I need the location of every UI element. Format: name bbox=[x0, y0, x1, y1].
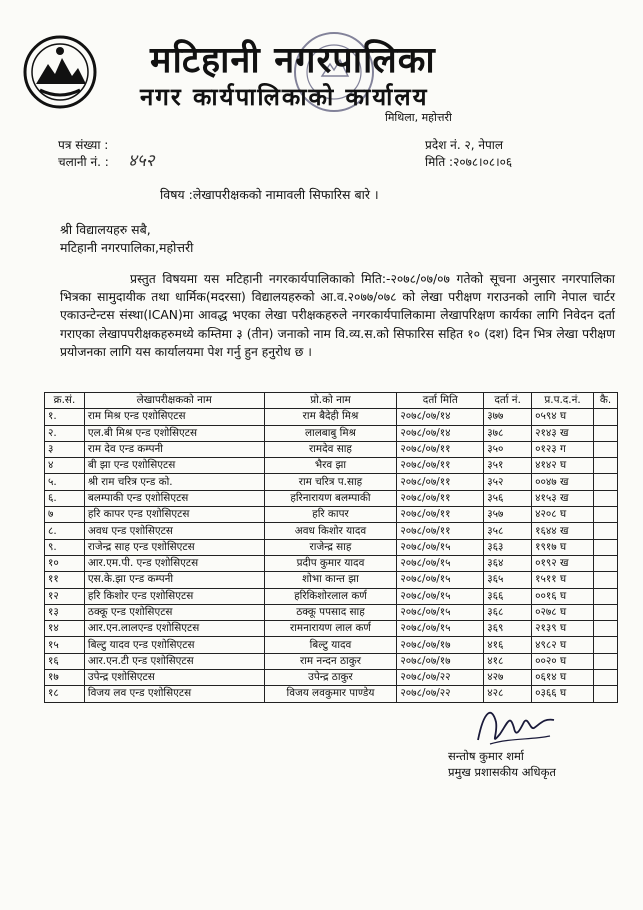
cell-cop-no: ००२० घ bbox=[532, 653, 594, 669]
cell-reg-no: ४२७ bbox=[484, 670, 532, 686]
addressee-line-1: श्री विद्यालयहरु सबै, bbox=[60, 222, 151, 237]
cell-remarks bbox=[593, 604, 617, 620]
cell-sn: १० bbox=[45, 555, 85, 571]
cell-sn: १२ bbox=[45, 588, 85, 604]
cell-reg-no: ३६४ bbox=[484, 555, 532, 571]
cell-remarks bbox=[593, 686, 617, 702]
cell-remarks bbox=[593, 555, 617, 571]
cell-reg-no: ३६३ bbox=[484, 539, 532, 555]
cell-proprietor-name: बिल्टु यादव bbox=[264, 637, 397, 653]
cell-reg-date: २०७८/०७/१५ bbox=[397, 588, 484, 604]
signatory-name: सन्तोष कुमार शर्मा bbox=[448, 749, 524, 763]
office-location: मिथिला, महोत्तरी bbox=[385, 111, 452, 124]
cell-auditor-name: अवध एन्ड एशोसिएटस bbox=[84, 523, 264, 539]
cell-sn: १६ bbox=[45, 653, 85, 669]
cell-proprietor-name: हरिनारायण बलम्पाकी bbox=[264, 490, 397, 506]
cell-proprietor-name: राम बैदेही मिश्र bbox=[264, 409, 397, 425]
header-proprietor-name: प्रो.को नाम bbox=[264, 393, 397, 409]
cell-proprietor-name: रामनारायण लाल कर्ण bbox=[264, 621, 397, 637]
cell-proprietor-name: विजय लवकुमार पाण्डेय bbox=[264, 686, 397, 702]
cell-remarks bbox=[593, 490, 617, 506]
cell-reg-no: ३५८ bbox=[484, 523, 532, 539]
org-name: मटिहानी नगरपालिका bbox=[150, 40, 436, 81]
cell-proprietor-name: उपेन्द्र ठाकुर bbox=[264, 670, 397, 686]
cell-reg-date: २०७८/०७/११ bbox=[397, 507, 484, 523]
cell-sn: १५ bbox=[45, 637, 85, 653]
cell-remarks bbox=[593, 507, 617, 523]
cell-cop-no: ०१९२ ख bbox=[532, 555, 594, 571]
table-row bbox=[45, 409, 618, 425]
cell-reg-date: २०७८/०७/१७ bbox=[397, 637, 484, 653]
cell-remarks bbox=[593, 637, 617, 653]
cell-reg-no: ४१६ bbox=[484, 637, 532, 653]
cell-auditor-name: बिल्टु यादव एन्ड एशोसिएटस bbox=[84, 637, 264, 653]
cell-sn: १८ bbox=[45, 686, 85, 702]
cell-sn: १७ bbox=[45, 670, 85, 686]
cell-sn: ७ bbox=[45, 507, 85, 523]
table-row bbox=[45, 555, 618, 571]
table-row bbox=[45, 572, 618, 588]
cell-cop-no: २१३९ घ bbox=[532, 621, 594, 637]
cell-auditor-name: आर.एम.पी. एन्ड एशोसिएटस bbox=[84, 555, 264, 571]
cell-reg-date: २०७८/०७/१५ bbox=[397, 621, 484, 637]
cell-cop-no: ४१४२ घ bbox=[532, 458, 594, 474]
cell-reg-date: २०७८/०७/१५ bbox=[397, 572, 484, 588]
table-row bbox=[45, 637, 618, 653]
cell-auditor-name: ठक्कू एन्ड एशोसिएटस bbox=[84, 604, 264, 620]
cell-sn: ११ bbox=[45, 572, 85, 588]
cell-sn: ३ bbox=[45, 441, 85, 457]
cell-auditor-name: राम मिश्र एन्ड एशोसिएटस bbox=[84, 409, 264, 425]
cell-sn: २. bbox=[45, 425, 85, 441]
table-row bbox=[45, 425, 618, 441]
cell-sn: ५. bbox=[45, 474, 85, 490]
dispatch-no-value: ४५२ bbox=[128, 151, 155, 171]
date-label: मिति : bbox=[425, 155, 454, 169]
cell-auditor-name: हरि कापर एन्ड एशोसिएटस bbox=[84, 507, 264, 523]
cell-remarks bbox=[593, 458, 617, 474]
dispatch-no-label: चलानी नं. : bbox=[58, 155, 109, 169]
addressee-line-2: मटिहानी नगरपालिका,महोत्तरी bbox=[60, 240, 194, 255]
cell-remarks bbox=[593, 572, 617, 588]
cell-cop-no: ४९८२ घ bbox=[532, 637, 594, 653]
cell-sn: ८. bbox=[45, 523, 85, 539]
cell-remarks bbox=[593, 523, 617, 539]
header-sn: क्र.सं. bbox=[45, 393, 85, 409]
cell-sn: १३ bbox=[45, 604, 85, 620]
cell-remarks bbox=[593, 474, 617, 490]
cell-reg-no: ३५६ bbox=[484, 490, 532, 506]
cell-reg-no: ३५७ bbox=[484, 507, 532, 523]
cell-reg-no: ३६५ bbox=[484, 572, 532, 588]
cell-remarks bbox=[593, 670, 617, 686]
cell-reg-no: ३७७ bbox=[484, 409, 532, 425]
cell-reg-date: २०७८/०७/११ bbox=[397, 441, 484, 457]
cell-auditor-name: एल.बी मिश्र एन्ड एशोसिएटस bbox=[84, 425, 264, 441]
cell-remarks bbox=[593, 653, 617, 669]
cell-cop-no: ०६१४ घ bbox=[532, 670, 594, 686]
cell-cop-no: ०१२३ ग bbox=[532, 441, 594, 457]
cell-reg-no: ३७८ bbox=[484, 425, 532, 441]
cell-proprietor-name: अवध किशोर यादव bbox=[264, 523, 397, 539]
cell-proprietor-name: रामदेव साह bbox=[264, 441, 397, 457]
office-name: नगर कार्यपालिकाको कार्यालय bbox=[140, 83, 429, 111]
cell-proprietor-name: लालबाबु मिश्र bbox=[264, 425, 397, 441]
cell-auditor-name: विजय लव एन्ड एशोसिएटस bbox=[84, 686, 264, 702]
cell-remarks bbox=[593, 588, 617, 604]
table-row bbox=[45, 653, 618, 669]
cell-cop-no: २१४३ ख bbox=[532, 425, 594, 441]
cell-remarks bbox=[593, 621, 617, 637]
header-reg-no: दर्ता नं. bbox=[484, 393, 532, 409]
cell-reg-date: २०७८/०७/१५ bbox=[397, 604, 484, 620]
table-row bbox=[45, 539, 618, 555]
cell-auditor-name: आर.एन.टी एन्ड एशोसिएटस bbox=[84, 653, 264, 669]
cell-sn: १४ bbox=[45, 621, 85, 637]
cell-cop-no: १९१७ घ bbox=[532, 539, 594, 555]
cell-reg-date: २०७८/०७/१४ bbox=[397, 409, 484, 425]
cell-sn: ९. bbox=[45, 539, 85, 555]
cell-reg-date: २०७८/०७/१४ bbox=[397, 425, 484, 441]
cell-cop-no: ०३६६ घ bbox=[532, 686, 594, 702]
cell-cop-no: १५११ घ bbox=[532, 572, 594, 588]
cell-reg-no: ३५२ bbox=[484, 474, 532, 490]
table-row bbox=[45, 523, 618, 539]
cell-reg-no: ३६८ bbox=[484, 604, 532, 620]
cell-auditor-name: राम देव एन्ड कम्पनी bbox=[84, 441, 264, 457]
cell-reg-date: २०७८/०७/११ bbox=[397, 490, 484, 506]
cell-cop-no: ००४७ ख bbox=[532, 474, 594, 490]
cell-sn: १. bbox=[45, 409, 85, 425]
cell-reg-date: २०७८/०७/२२ bbox=[397, 686, 484, 702]
header-cop-no: प्र.प.द.नं. bbox=[532, 393, 594, 409]
cell-reg-no: ४२८ bbox=[484, 686, 532, 702]
cell-reg-date: २०७८/०७/११ bbox=[397, 474, 484, 490]
cell-reg-no: ४१८ bbox=[484, 653, 532, 669]
cell-reg-date: २०७८/०७/२२ bbox=[397, 670, 484, 686]
letter-no-label: पत्र संख्या : bbox=[58, 138, 109, 152]
table-row bbox=[45, 441, 618, 457]
cell-proprietor-name: ठक्कू पपसाद साह bbox=[264, 604, 397, 620]
table-header-row bbox=[45, 393, 618, 409]
cell-proprietor-name: हरि कापर bbox=[264, 507, 397, 523]
cell-proprietor-name: राम नन्दन ठाकुर bbox=[264, 653, 397, 669]
cell-auditor-name: राजेन्द्र साह एन्ड एशोसिएटस bbox=[84, 539, 264, 555]
table-row bbox=[45, 604, 618, 620]
cell-reg-date: २०७८/०७/११ bbox=[397, 523, 484, 539]
cell-auditor-name: एस.के.झा एन्ड कम्पनी bbox=[84, 572, 264, 588]
cell-reg-date: २०७८/०७/१७ bbox=[397, 653, 484, 669]
cell-auditor-name: आर.एन.लालएन्ड एशोसिएटस bbox=[84, 621, 264, 637]
date-value: २०७८।०८।०६ bbox=[453, 155, 513, 169]
cell-auditor-name: उपेन्द्र एशोसिएटस bbox=[84, 670, 264, 686]
header-remarks: कै. bbox=[593, 393, 617, 409]
cell-reg-date: २०७८/०७/१५ bbox=[397, 555, 484, 571]
cell-proprietor-name: भैरव झा bbox=[264, 458, 397, 474]
table-row bbox=[45, 474, 618, 490]
emblem-logo-icon bbox=[22, 34, 98, 110]
cell-reg-no: ३५१ bbox=[484, 458, 532, 474]
cell-reg-date: २०७८/०७/१५ bbox=[397, 539, 484, 555]
table-row bbox=[45, 490, 618, 506]
subject-line: विषय :लेखापरीक्षकको नामावली सिफारिस बारे । bbox=[160, 187, 379, 202]
cell-reg-date: २०७८/०७/११ bbox=[397, 458, 484, 474]
header-auditor-name: लेखापरीक्षकको नाम bbox=[84, 393, 264, 409]
cell-cop-no: ४१५३ ख bbox=[532, 490, 594, 506]
table-row bbox=[45, 621, 618, 637]
cell-remarks bbox=[593, 539, 617, 555]
province-text: प्रदेश नं. २, नेपाल bbox=[425, 138, 504, 152]
body-paragraph: प्रस्तुत विषयमा यस मटिहानी नगरकार्यपालिकाको मिति:-२०७८/०७/०७ गतेको सूचना अनुसार नगरपालिका भित्रका सामुदायीक तथा धार्मिक(मदरसा) विद्यालयहरुको आ.व.२०७७/०७८ को लेखा परीक्षण गराउनको लागि नेपाल चार्टर एकाउन्टेन्टस संस्था(ICAN)मा आवद्ध भएका लेखा परीक्षकहरुले नगरकार्यपालिकामा लेखापरिक्षण कार्यका लागि निवेदन दर्ता गराएका लेखापपरीक्षकहरुमध्ये कम्तिमा ३ (तीन) जनाको नाम वि.व्य.स.को सिफारिस सहित १० (दश) दिन भित्र लेखा परीक्षण प्रयोजनका लागि यस कार्यालयमा पेश गर्नु हुन हनुरोध छ । bbox=[60, 272, 615, 359]
cell-reg-no: ३५० bbox=[484, 441, 532, 457]
table-row bbox=[45, 507, 618, 523]
cell-sn: ४ bbox=[45, 458, 85, 474]
date-field bbox=[425, 153, 512, 170]
cell-remarks bbox=[593, 409, 617, 425]
cell-reg-no: ३६६ bbox=[484, 588, 532, 604]
cell-auditor-name: बलम्पाकी एन्ड एशोसिएटस bbox=[84, 490, 264, 506]
cell-auditor-name: हरि किशोर एन्ड एशोसिएटस bbox=[84, 588, 264, 604]
table-row bbox=[45, 458, 618, 474]
cell-remarks bbox=[593, 441, 617, 457]
cell-cop-no: ००१६ घ bbox=[532, 588, 594, 604]
cell-auditor-name: श्री राम चरित्र एन्ड को. bbox=[84, 474, 264, 490]
cell-cop-no: ४२०८ घ bbox=[532, 507, 594, 523]
auditor-list-table bbox=[44, 392, 618, 703]
table-row bbox=[45, 670, 618, 686]
cell-cop-no: १६४४ ख bbox=[532, 523, 594, 539]
cell-auditor-name: बी झा एन्ड एशोसिएटस bbox=[84, 458, 264, 474]
cell-proprietor-name: प्रदीप कुमार यादव bbox=[264, 555, 397, 571]
signatory-designation: प्रमुख प्रशासकीय अधिकृत bbox=[448, 765, 556, 779]
cell-remarks bbox=[593, 425, 617, 441]
cell-cop-no: ०५९४ घ bbox=[532, 409, 594, 425]
table-row bbox=[45, 588, 618, 604]
header-reg-date: दर्ता मिति bbox=[397, 393, 484, 409]
handwritten-signature-icon bbox=[470, 700, 560, 752]
cell-reg-no: ३६९ bbox=[484, 621, 532, 637]
cell-sn: ६. bbox=[45, 490, 85, 506]
cell-cop-no: ०२७८ घ bbox=[532, 604, 594, 620]
cell-proprietor-name: राजेन्द्र साह bbox=[264, 539, 397, 555]
cell-proprietor-name: शोभा कान्त झा bbox=[264, 572, 397, 588]
cell-proprietor-name: हरिकिशोरलाल कर्ण bbox=[264, 588, 397, 604]
cell-proprietor-name: राम चरित्र प.साह bbox=[264, 474, 397, 490]
